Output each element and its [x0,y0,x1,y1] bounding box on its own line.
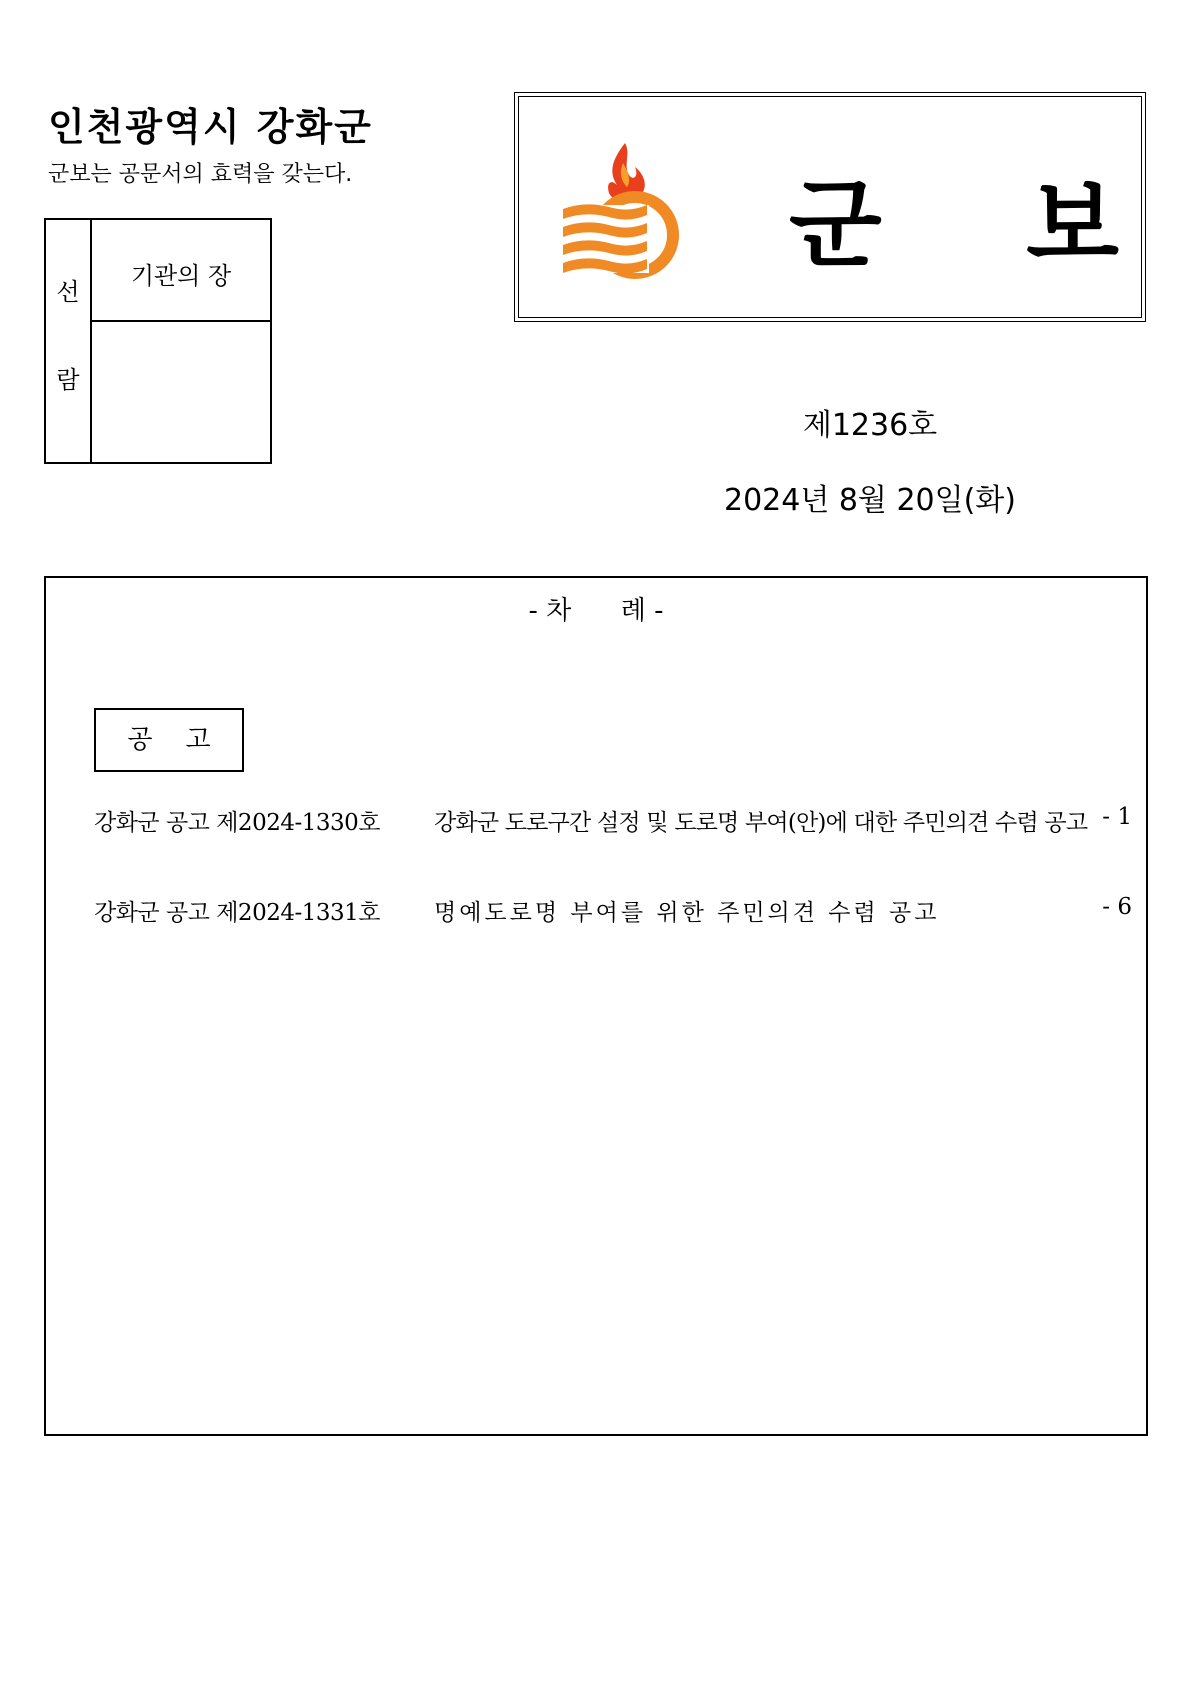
issue-number: 제1236호 [802,408,938,443]
gazette-masthead-inner [518,96,1142,318]
circulation-label-char-1: 선 [56,278,80,306]
gazette-title-char-2: 보 [1026,169,1119,281]
org-name: 인천광역시 강화군 [48,105,373,149]
toc-item-page: - 6 [1102,894,1132,920]
issue-date: 2024년 8월 20일(화) [723,483,1016,518]
table-of-contents [44,576,1148,1436]
toc-item[interactable] [94,804,1132,840]
county-emblem-icon [559,139,689,279]
circulation-box [44,218,272,464]
toc-item-title: 명예도로명 부여를 위한 주민의견 수렴 공고 [434,900,940,926]
toc-item-ref: 강화군 공고 제2024-1330호 [94,810,380,836]
gazette-title-char-1: 군 [789,169,882,281]
gazette-masthead [514,92,1146,322]
toc-item-title: 강화군 도로구간 설정 및 도로명 부여(안)에 대한 주민의견 수렴 공고 [434,810,1088,836]
toc-heading: - 차 례 - [528,596,664,626]
toc-item-page: - 1 [1102,804,1132,830]
toc-item-ref: 강화군 공고 제2024-1331호 [94,900,380,926]
gazette-subtitle: 군보는 공문서의 효력을 갖는다. [48,162,353,187]
gazette-title [789,149,1119,286]
circulation-sign-area [92,322,270,462]
circulation-header: 기관의 장 [92,220,270,322]
circulation-label-column [46,220,92,462]
toc-item[interactable] [94,894,1132,930]
circulation-label-char-2: 람 [56,366,80,394]
section-label-notice: 공 고 [94,708,244,772]
